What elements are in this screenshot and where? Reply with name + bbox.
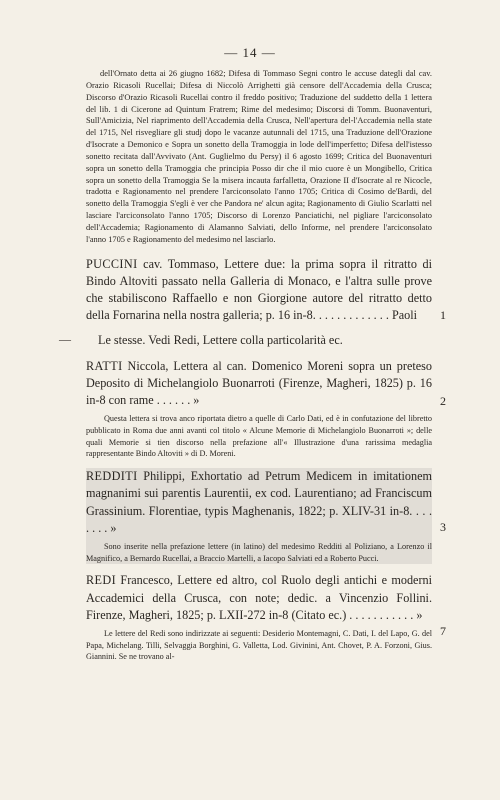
entry-text: Le stesse. Vedi Redi, Lettere colla particolarità ec.: [98, 333, 343, 348]
entry-text: Philippi, Exhortatio ad Petrum Medicem in imitationem magnanimi sui parentis Laurentii, ex cod. Laurentiano; ad Franciscum Grassinium. Florentiae, typis Maghenanis, 1822; p. XLIV-31 in-8. . . . . . . . »: [86, 469, 432, 535]
entry-author: REDI: [86, 573, 117, 588]
entry-dash: —: [59, 332, 71, 347]
catalog-entry-puccini: [86, 256, 446, 325]
entry-note: Sono inserite nella prefazione lettere (in latino) del medesimo Redditi al Poliziano, a Lorenzo il Magnifico, a Bernardo Rucellai, a Braccio Martelli, a Iacopo Salviati ed a Roberto Pucci.: [86, 541, 432, 563]
catalog-entry-ratti: [86, 358, 446, 460]
page-content: [59, 68, 446, 663]
catalog-entry-redi: [86, 572, 446, 663]
entry-text: cav. Tommaso, Lettere due: la prima sopra il ritratto di Bindo Altoviti passato nella Galleria di Monaco, e l'altra sulle prove che stabiliscono Raffaello e non Giorgione autore del ritratto detto della Fornarina nella nostra galleria; p. 16 in-8. . . . . . . . . . . . . Paoli: [86, 256, 432, 323]
page-number: — 14 —: [224, 45, 276, 60]
continued-paragraph: dell'Ornato detta ai 26 giugno 1682; Difesa di Tommaso Segni contro le accuse dategli dal cav. Orazio Ricasoli Rucellai; Difesa di Niccolò Arrighetti già censore dell'Accademia della Crusca; Discorso d'Orazio Ricasoli Rucellai contro il freddo positivo; Traduzione del suddetto della 1 lettera del lib. 1 di Cicerone ad Quintum Fratrem; Rime del medesimo; Discorsi di Tomm. Buonaventuri, Sull'Amicizia, Nel riaprimento dell'Accademia della Crusca, Nell'apertura del-l'Accademia nella state del 1715, Nel risvegliare gli studj dopo le vacanze autunnali del 1715, una Traduzione dell'Orazione d'Isocrate a Demonico e Sopra un sonetto della Tramoggia in lode dell'imperfetto; Difesa dell'istesso sonetto recitata dall'Avvivato (Ant. Guglielmo du Persy) il 6 agosto 1699; Critica del Buonaventuri sopra un sonetto della Tramoggia che principia Posso dir che il mio cuore è un Mongibello, Critica sopra un sonetto della Tramoggia Se la misera incauta farfalletta, Orazione II d'Isocrate al re Nicocle, tradotta e Ragionamento nel prendere l'arciconsolato l'anno 1705; Critica di Cosimo de'Bardi, del sonetto della Tramoggia S'egli è ver che Pandora ne' alcun agita; Ragionamento di Giulio Scarlatti nel lasciare l'arciconsolato l'anno 1705; Discorso di Lorenzo Panciatichi, nel pigliare l'arciconsolato dell'Accademia; Ragionamento di Alamanno Salviati, dello Informe, nel prendere l'arciconsolato l'anno 1705 e Ragionamento del medesimo nel lasciarlo.: [86, 69, 432, 244]
catalog-entry-redditi: [86, 468, 446, 564]
entry-count: 2: [440, 393, 446, 408]
entry-author: PUCCINI: [86, 256, 138, 271]
entry-author: RATTI: [86, 358, 123, 373]
catalog-entry-same: [59, 332, 432, 349]
entry-text: Francesco, Lettere ed altro, col Ruolo degli antichi e moderni Accademici della Crusca, con note; dedic. a Vincenzio Follini. Firenze, Magheri, 1825; p. LXII-272 in-8 (Citato ec.) . . . . . . . . . . . »: [86, 573, 432, 622]
entry-count: 1: [440, 307, 446, 322]
entry-note: Le lettere del Redi sono indirizzate ai seguenti: Desiderio Montemagni, C. Dati, I. del Lapo, G. del Papa, Michelang. Tilli, Selvaggia Borghini, G. Valletta, Lod. Givinini, Ant. Chovet, P. A. Forzoni, Gius. Giannini. Se ne trovano al-: [86, 628, 432, 662]
entry-note: Questa lettera si trova anco riportata dietro a quelle di Carlo Dati, ed è in confutazione del libretto pubblicato in Roma due anni avanti col titolo « Alcune Memorie di Michelangiolo Buonarroti »; delle quali Memorie si tien discorso nella prefazione all'« Illustrazione d'una rarissima medaglia rappresentante Bindo Altoviti » di D. Moreni.: [86, 414, 432, 459]
entry-count: 7: [440, 624, 446, 639]
entry-author: REDDITI: [86, 469, 138, 484]
entry-count: 3: [440, 520, 446, 535]
entry-text: Niccola, Lettera al can. Domenico Moreni sopra un preteso Deposito di Michelangiolo Buonarroti (Firenze, Magheri, 1825) p. 16 in-8 con rame . . . . . . »: [86, 358, 432, 408]
